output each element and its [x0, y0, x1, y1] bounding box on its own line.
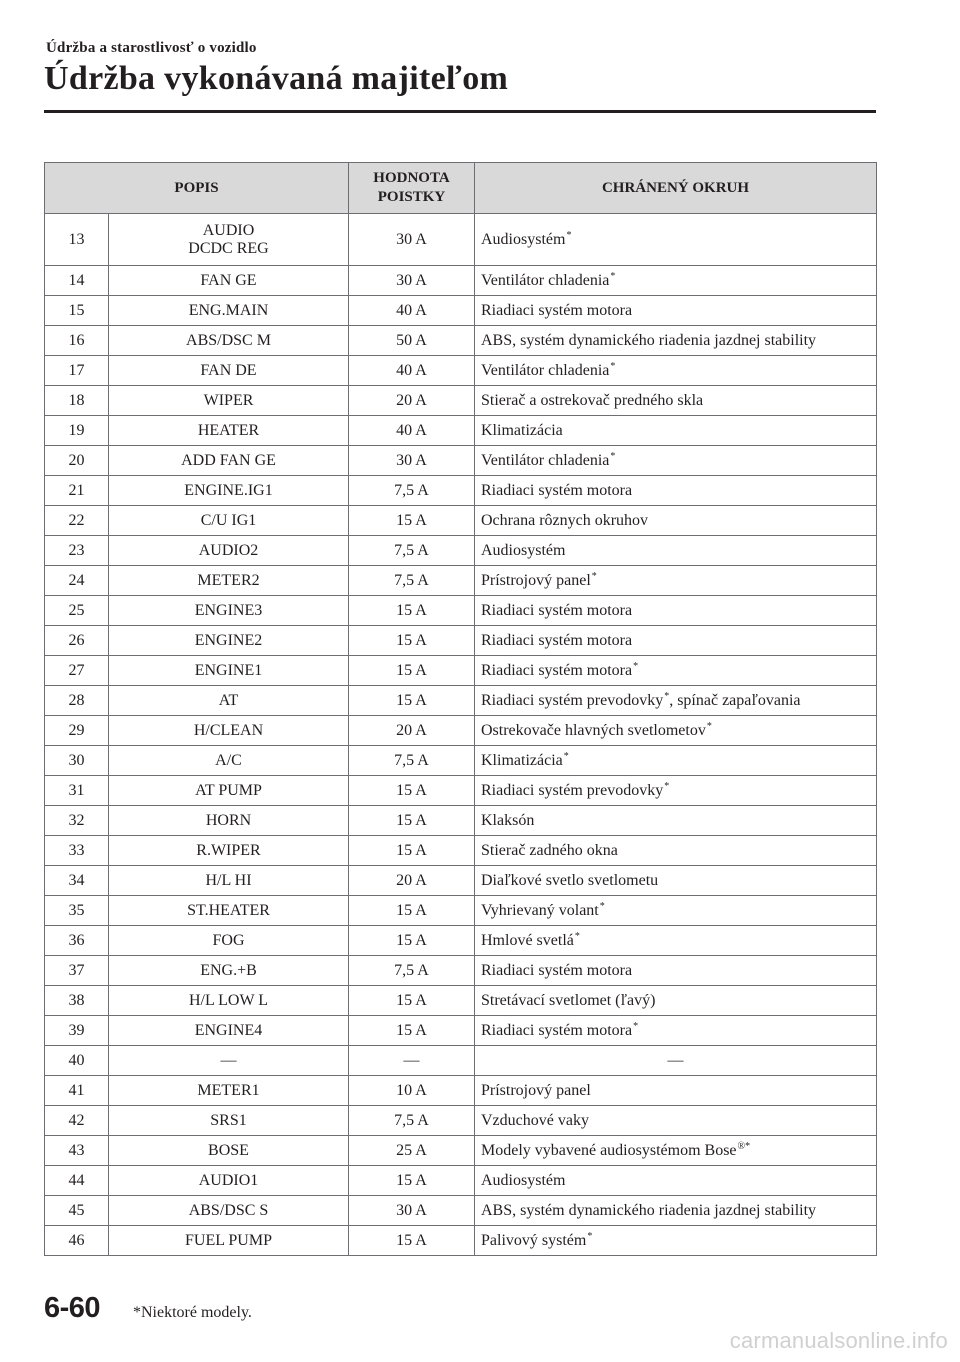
- fuse-name: ABS/DSC S: [109, 1196, 349, 1226]
- fuse-rating: 15 A: [349, 836, 475, 866]
- protected-circuit: [475, 806, 877, 836]
- fuse-rating: 15 A: [349, 926, 475, 956]
- fuse-rating: 15 A: [349, 986, 475, 1016]
- fuse-number: 36: [45, 926, 109, 956]
- fuse-rating: 20 A: [349, 866, 475, 896]
- footnote-marker: *: [664, 690, 670, 702]
- protected-circuit: [475, 1046, 877, 1076]
- table-row: [45, 1196, 877, 1226]
- fuse-name: ST.HEATER: [109, 896, 349, 926]
- column-header-popis: POPIS: [45, 163, 349, 214]
- protected-circuit: [475, 1226, 877, 1256]
- fuse-rating: 20 A: [349, 386, 475, 416]
- watermark: carmanualsonline.info: [729, 1328, 948, 1353]
- circuit-text-continued: , spínač zapaľovania: [669, 691, 801, 709]
- table-row: [45, 266, 877, 296]
- circuit-text: —: [667, 1051, 684, 1069]
- fuse-rating: 15 A: [349, 1166, 475, 1196]
- table-body: [45, 214, 877, 1256]
- fuse-name: SRS1: [109, 1106, 349, 1136]
- table-row: [45, 716, 877, 746]
- circuit-text: Klaksón: [481, 811, 535, 829]
- protected-circuit: [475, 1076, 877, 1106]
- fuse-name: A/C: [109, 746, 349, 776]
- fuse-name: —: [109, 1046, 349, 1076]
- protected-circuit: [475, 596, 877, 626]
- table-row: [45, 386, 877, 416]
- footnote: *Niektoré modely.: [133, 1304, 252, 1321]
- table-row: [45, 746, 877, 776]
- footnote-marker: *: [610, 450, 616, 462]
- circuit-text: Riadiaci systém motora: [481, 601, 633, 619]
- fuse-rating: 10 A: [349, 1076, 475, 1106]
- footnote-marker: *: [591, 570, 597, 582]
- table-row: [45, 656, 877, 686]
- fuse-number: 26: [45, 626, 109, 656]
- table-row: [45, 446, 877, 476]
- fuse-rating: 15 A: [349, 596, 475, 626]
- fuse-name: H/CLEAN: [109, 716, 349, 746]
- circuit-text: Ochrana rôznych okruhov: [481, 511, 649, 529]
- protected-circuit: [475, 266, 877, 296]
- circuit-text: ABS, systém dynamického riadenia jazdnej stability: [481, 1201, 817, 1219]
- footnote-marker: *: [563, 750, 569, 762]
- fuse-rating: 15 A: [349, 506, 475, 536]
- footnote-marker: *: [633, 1020, 639, 1032]
- fuse-rating: 30 A: [349, 1196, 475, 1226]
- circuit-text: Riadiaci systém motora: [481, 301, 633, 319]
- fuse-number: 13: [45, 214, 109, 266]
- fuse-number: 30: [45, 746, 109, 776]
- table-row: [45, 416, 877, 446]
- fuse-number: 27: [45, 656, 109, 686]
- protected-circuit: [475, 446, 877, 476]
- fuse-name: H/L LOW L: [109, 986, 349, 1016]
- footnote-marker: *: [633, 660, 639, 672]
- fuse-number: 46: [45, 1226, 109, 1256]
- fuse-rating: 15 A: [349, 656, 475, 686]
- fuse-rating: 30 A: [349, 214, 475, 266]
- circuit-text: Stretávací svetlomet (ľavý): [481, 991, 656, 1009]
- fuse-name: FUEL PUMP: [109, 1226, 349, 1256]
- table-row: [45, 1166, 877, 1196]
- fuse-rating: 40 A: [349, 296, 475, 326]
- footnote-marker: *: [599, 900, 605, 912]
- fuse-rating: 7,5 A: [349, 476, 475, 506]
- fuse-name: C/U IG1: [109, 506, 349, 536]
- fuse-name: METER2: [109, 566, 349, 596]
- protected-circuit: [475, 356, 877, 386]
- circuit-text: Palivový systém: [481, 1231, 587, 1249]
- circuit-text: Vyhrievaný volant: [481, 901, 599, 919]
- table-row: [45, 566, 877, 596]
- fuse-name: ENGINE.IG1: [109, 476, 349, 506]
- fuse-name: FAN DE: [109, 356, 349, 386]
- table-row: [45, 926, 877, 956]
- table-row: [45, 686, 877, 716]
- fuse-name: BOSE: [109, 1136, 349, 1166]
- fuse-name: R.WIPER: [109, 836, 349, 866]
- fuse-rating: 40 A: [349, 356, 475, 386]
- fuse-rating: 15 A: [349, 1016, 475, 1046]
- circuit-text: Ostrekovače hlavných svetlometov: [481, 721, 706, 739]
- fuse-number: 25: [45, 596, 109, 626]
- fuse-rating: 30 A: [349, 266, 475, 296]
- protected-circuit: [475, 416, 877, 446]
- protected-circuit: [475, 926, 877, 956]
- fuse-name: FAN GE: [109, 266, 349, 296]
- protected-circuit: [475, 896, 877, 926]
- fuse-name: ENGINE1: [109, 656, 349, 686]
- fuse-name: H/L HI: [109, 866, 349, 896]
- protected-circuit: [475, 566, 877, 596]
- protected-circuit: [475, 506, 877, 536]
- footnote-marker: *: [664, 780, 670, 792]
- fuse-rating: 25 A: [349, 1136, 475, 1166]
- circuit-text: ABS, systém dynamického riadenia jazdnej stability: [481, 331, 817, 349]
- footnote-marker: *: [610, 270, 616, 282]
- protected-circuit: [475, 866, 877, 896]
- table-row: [45, 986, 877, 1016]
- fuse-name: AT: [109, 686, 349, 716]
- column-header-hodnota: [349, 163, 475, 214]
- circuit-text: Ventilátor chladenia: [481, 451, 610, 469]
- table-row: [45, 626, 877, 656]
- fuse-name: ENGINE3: [109, 596, 349, 626]
- protected-circuit: [475, 386, 877, 416]
- fuse-number: 24: [45, 566, 109, 596]
- fuse-name: AUDIO2: [109, 536, 349, 566]
- fuse-number: 31: [45, 776, 109, 806]
- circuit-text: Klimatizácia: [481, 421, 563, 439]
- circuit-text: Stierač a ostrekovač predného skla: [481, 391, 704, 409]
- table-row: [45, 476, 877, 506]
- fuse-name: ADD FAN GE: [109, 446, 349, 476]
- protected-circuit: [475, 716, 877, 746]
- fuse-number: 18: [45, 386, 109, 416]
- table-row: [45, 1046, 877, 1076]
- fuse-number: 43: [45, 1136, 109, 1166]
- table-row: [45, 1106, 877, 1136]
- fuse-rating: 40 A: [349, 416, 475, 446]
- table-row: [45, 866, 877, 896]
- fuse-number: 34: [45, 866, 109, 896]
- fuse-rating: 15 A: [349, 1226, 475, 1256]
- fuse-name: METER1: [109, 1076, 349, 1106]
- fuse-number: 21: [45, 476, 109, 506]
- circuit-text: Riadiaci systém motora: [481, 631, 633, 649]
- circuit-text: Ventilátor chladenia: [481, 361, 610, 379]
- table-row: [45, 956, 877, 986]
- protected-circuit: [475, 536, 877, 566]
- fuse-rating: 50 A: [349, 326, 475, 356]
- circuit-text: Ventilátor chladenia: [481, 271, 610, 289]
- fuse-name: HORN: [109, 806, 349, 836]
- footnote-marker: *: [610, 360, 616, 372]
- fuse-number: 28: [45, 686, 109, 716]
- protected-circuit: [475, 686, 877, 716]
- protected-circuit: [475, 746, 877, 776]
- circuit-text: Prístrojový panel: [481, 571, 591, 589]
- protected-circuit: [475, 326, 877, 356]
- fuse-number: 20: [45, 446, 109, 476]
- circuit-text: Riadiaci systém prevodovky: [481, 781, 664, 799]
- protected-circuit: [475, 956, 877, 986]
- fuse-name-line2: DCDC REG: [188, 239, 269, 257]
- fuse-rating: 7,5 A: [349, 536, 475, 566]
- fuse-name-line1: AUDIO: [202, 221, 255, 239]
- table-header-row: [45, 163, 877, 214]
- fuse-number: 40: [45, 1046, 109, 1076]
- fuse-name: ENG.MAIN: [109, 296, 349, 326]
- page-number: 6-60: [44, 1292, 101, 1324]
- circuit-text: Klimatizácia: [481, 751, 563, 769]
- protected-circuit: [475, 656, 877, 686]
- fuse-number: 44: [45, 1166, 109, 1196]
- circuit-text: Riadiaci systém prevodovky: [481, 691, 664, 709]
- fuse-number: 29: [45, 716, 109, 746]
- protected-circuit: [475, 626, 877, 656]
- circuit-text: Audiosystém: [481, 1171, 566, 1189]
- table-row: [45, 356, 877, 386]
- protected-circuit: [475, 836, 877, 866]
- protected-circuit: [475, 296, 877, 326]
- table-row: [45, 1016, 877, 1046]
- page-title: Údržba vykonávaná majiteľom: [44, 60, 509, 97]
- fuse-name: ENGINE4: [109, 1016, 349, 1046]
- table-row: [45, 806, 877, 836]
- circuit-text: Audiosystém: [481, 230, 566, 248]
- fuse-rating: 20 A: [349, 716, 475, 746]
- fuse-number: 17: [45, 356, 109, 386]
- circuit-text: Riadiaci systém motora: [481, 481, 633, 499]
- fuse-rating: 15 A: [349, 896, 475, 926]
- fuse-name: FOG: [109, 926, 349, 956]
- footnote-marker: ®*: [737, 1140, 751, 1152]
- protected-circuit: [475, 1136, 877, 1166]
- fuse-number: 35: [45, 896, 109, 926]
- protected-circuit: [475, 986, 877, 1016]
- table-row: [45, 596, 877, 626]
- protected-circuit: [475, 1016, 877, 1046]
- protected-circuit: [475, 1106, 877, 1136]
- fuse-rating: 7,5 A: [349, 746, 475, 776]
- table-row: [45, 326, 877, 356]
- fuse-number: 42: [45, 1106, 109, 1136]
- fuse-number: 45: [45, 1196, 109, 1226]
- circuit-text: Modely vybavené audiosystémom Bose: [481, 1141, 737, 1159]
- fuse-number: 33: [45, 836, 109, 866]
- protected-circuit: [475, 1166, 877, 1196]
- table-row: [45, 896, 877, 926]
- table-row: [45, 776, 877, 806]
- fuse-number: 23: [45, 536, 109, 566]
- circuit-text: Diaľkové svetlo svetlometu: [481, 871, 659, 889]
- column-header-okruh: CHRÁNENÝ OKRUH: [475, 163, 877, 214]
- fuse-name: AT PUMP: [109, 776, 349, 806]
- column-header-hodnota-line2: POISTKY: [377, 189, 446, 205]
- circuit-text: Audiosystém: [481, 541, 566, 559]
- fuse-name: HEATER: [109, 416, 349, 446]
- fuse-number: 22: [45, 506, 109, 536]
- footnote-marker: *: [706, 720, 712, 732]
- fuse-name: ENGINE2: [109, 626, 349, 656]
- footnote-marker: *: [574, 930, 580, 942]
- table-row: [45, 536, 877, 566]
- fuse-number: 16: [45, 326, 109, 356]
- table-row: [45, 836, 877, 866]
- fuse-number: 41: [45, 1076, 109, 1106]
- fuse-rating: 7,5 A: [349, 1106, 475, 1136]
- table-row: [45, 1226, 877, 1256]
- footnote-marker: *: [587, 1230, 593, 1242]
- fuse-rating: 15 A: [349, 776, 475, 806]
- protected-circuit: [475, 214, 877, 266]
- column-header-hodnota-line1: HODNOTA: [373, 170, 450, 186]
- circuit-text: Riadiaci systém motora: [481, 961, 633, 979]
- circuit-text: Stierač zadného okna: [481, 841, 618, 859]
- circuit-text: Riadiaci systém motora: [481, 1021, 633, 1039]
- footnote-marker: *: [566, 229, 572, 241]
- protected-circuit: [475, 1196, 877, 1226]
- fuse-table: [44, 162, 877, 1256]
- table-row: [45, 1076, 877, 1106]
- table-row: [45, 506, 877, 536]
- fuse-number: 37: [45, 956, 109, 986]
- protected-circuit: [475, 476, 877, 506]
- fuse-rating: 15 A: [349, 626, 475, 656]
- fuse-name: AUDIO1: [109, 1166, 349, 1196]
- fuse-number: 14: [45, 266, 109, 296]
- circuit-text: Vzduchové vaky: [481, 1111, 589, 1129]
- section-label: Údržba a starostlivosť o vozidlo: [46, 40, 257, 56]
- circuit-text: Riadiaci systém motora: [481, 661, 633, 679]
- fuse-name: ENG.+B: [109, 956, 349, 986]
- table-row: [45, 296, 877, 326]
- fuse-number: 38: [45, 986, 109, 1016]
- table-row: [45, 1136, 877, 1166]
- protected-circuit: [475, 776, 877, 806]
- circuit-text: Hmlové svetlá: [481, 931, 574, 949]
- circuit-text: Prístrojový panel: [481, 1081, 591, 1099]
- fuse-name: ABS/DSC M: [109, 326, 349, 356]
- fuse-rating: —: [349, 1046, 475, 1076]
- fuse-number: 32: [45, 806, 109, 836]
- fuse-rating: 7,5 A: [349, 956, 475, 986]
- fuse-number: 19: [45, 416, 109, 446]
- table-row: [45, 214, 877, 266]
- fuse-name: [109, 214, 349, 266]
- fuse-rating: 15 A: [349, 686, 475, 716]
- fuse-number: 39: [45, 1016, 109, 1046]
- fuse-rating: 15 A: [349, 806, 475, 836]
- title-divider: [44, 110, 876, 113]
- fuse-name: WIPER: [109, 386, 349, 416]
- fuse-rating: 7,5 A: [349, 566, 475, 596]
- fuse-number: 15: [45, 296, 109, 326]
- fuse-rating: 30 A: [349, 446, 475, 476]
